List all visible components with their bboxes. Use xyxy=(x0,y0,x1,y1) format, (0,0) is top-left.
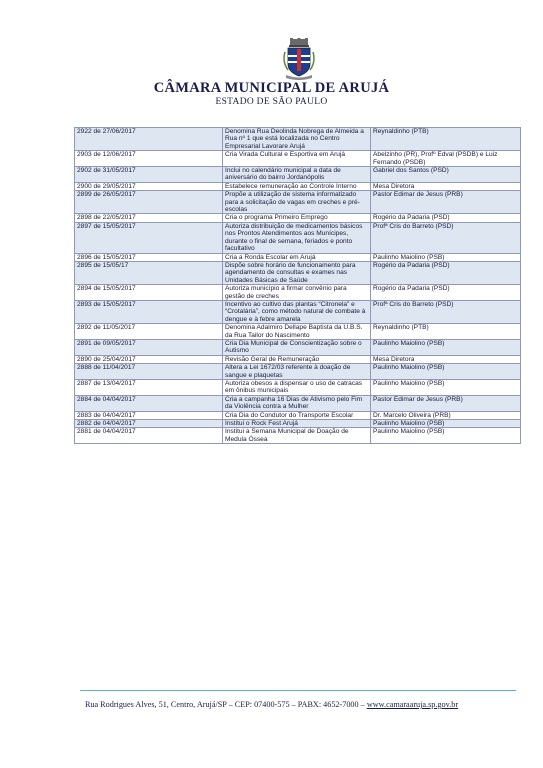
law-number-cell: 2897 de 15/05/2017 xyxy=(75,222,223,253)
law-number-cell: 2898 de 22/05/2017 xyxy=(75,214,223,222)
law-author-cell: Rogério da Padaria (PSD) xyxy=(371,261,521,284)
law-number-cell: 2896 de 15/05/2017 xyxy=(75,253,223,261)
table-row xyxy=(75,167,521,183)
law-author-cell: Paulinho Maiolino (PSB) xyxy=(371,253,521,261)
law-number-cell: 2890 de 25/04/2017 xyxy=(75,355,223,363)
law-summary-cell: Denomina Rua Deolinda Nobrega de Almeida a Rua nº 1 que está localizada no Centro Empresarial Lavorare Arujá xyxy=(223,128,371,151)
law-summary-cell: Denomina Adalmiro Dellape Baptista da U.B.S. da Rua Tailor do Nascimento xyxy=(223,324,371,340)
law-number-cell: 2887 de 13/04/2017 xyxy=(75,380,223,396)
law-number-cell: 2891 de 09/05/2017 xyxy=(75,339,223,355)
law-author-cell: Paulinho Maiolino (PSB) xyxy=(371,364,521,380)
law-author-cell: Profª Cris do Barreto (PSD) xyxy=(371,300,521,323)
law-author-cell: Reynaldinho (PTB) xyxy=(371,324,521,340)
law-number-cell: 2895 de 15/05/17 xyxy=(75,261,223,284)
table-row xyxy=(75,253,521,261)
law-summary-cell: Cria o programa Primeiro Emprego xyxy=(223,214,371,222)
law-number-cell: 2892 de 11/05/2017 xyxy=(75,324,223,340)
table-row xyxy=(75,380,521,396)
table-row xyxy=(75,128,521,151)
table-row xyxy=(75,261,521,284)
law-author-cell: Pastor Edimar de Jesus (PRB) xyxy=(371,395,521,411)
footer-address xyxy=(0,700,543,709)
footer-divider xyxy=(80,690,516,691)
table-row xyxy=(75,191,521,214)
law-author-cell: Rogério da Padaria (PSD) xyxy=(371,285,521,301)
law-author-cell: Dr. Marcelo Oliveira (PRB) xyxy=(371,411,521,419)
footer-website-link[interactable]: www.camaraaruja.sp.gov.br xyxy=(366,700,459,709)
table-row xyxy=(75,182,521,190)
law-number-cell: 2902 de 31/05/2017 xyxy=(75,167,223,183)
law-author-cell: Gabriel dos Santos (PSD) xyxy=(371,167,521,183)
table-row xyxy=(75,339,521,355)
law-author-cell: Paulinho Maiolino (PSB) xyxy=(371,339,521,355)
table-row xyxy=(75,214,521,222)
law-number-cell: 2884 de 04/04/2017 xyxy=(75,395,223,411)
table-row xyxy=(75,428,521,444)
page-title: CÂMARA MUNICIPAL DE ARUJÁ xyxy=(153,80,390,96)
law-summary-cell: Revisão Geral de Remuneração xyxy=(223,355,371,363)
law-number-cell: 2882 de 04/04/2017 xyxy=(75,420,223,428)
law-author-cell: Reynaldinho (PTB) xyxy=(371,128,521,151)
law-number-cell: 2903 de 12/06/2017 xyxy=(75,151,223,167)
table-row xyxy=(75,420,521,428)
law-summary-cell: Altera a Lei 1672/03 referente à doação de sangue e plaquetas xyxy=(223,364,371,380)
law-summary-cell: Institui a Semana Municipal de Doação de Medula Óssea xyxy=(223,428,371,444)
law-author-cell: Abelzinho (PR), Profº Edval (PSDB) e Luiz Fernando (PSDB) xyxy=(371,151,521,167)
law-summary-cell: Cria a Ronda Escolar em Arujá xyxy=(223,253,371,261)
table-row xyxy=(75,285,521,301)
law-summary-cell: Institui o Rock Fest Arujá xyxy=(223,420,371,428)
footer-address-text: Rua Rodrigues Alves, 51, Centro, Arujá/SP – CEP: 07400-575 – PABX: 4652-7000 – xyxy=(84,700,367,709)
law-number-cell: 2888 de 11/04/2017 xyxy=(75,364,223,380)
law-number-cell: 2922 de 27/06/2017 xyxy=(75,128,223,151)
table-row xyxy=(75,355,521,363)
page-subtitle: ESTADO DE SÃO PAULO xyxy=(215,97,328,107)
law-summary-cell: Propõe a utilização de sistema informatizado para a solicitação de vagas em creches e pré-escolas xyxy=(223,191,371,214)
law-author-cell: Paulinho Maiolino (PSB) xyxy=(371,420,521,428)
law-number-cell: 2900 de 29/05/2017 xyxy=(75,182,223,190)
law-author-cell: Rogério da Padaria (PSD) xyxy=(371,214,521,222)
laws-table xyxy=(74,127,521,444)
law-number-cell: 2883 de 04/04/2017 xyxy=(75,411,223,419)
law-author-cell: Pastor Edimar de Jesus (PRB) xyxy=(371,191,521,214)
law-number-cell: 2881 de 04/04/2017 xyxy=(75,428,223,444)
law-summary-cell: Cria Virada Cultural e Esportiva em Arujá xyxy=(223,151,371,167)
law-summary-cell: Cria a campanha 16 Dias de Ativismo pelo Fim da Violência contra a Mulher xyxy=(223,395,371,411)
table-row xyxy=(75,151,521,167)
law-summary-cell: Incentivo ao cultivo das plantas “Citronela” e “Crotalária”, como método natural de combate à dengue e à febre amarela xyxy=(223,300,371,323)
law-summary-cell: Estabelece remuneração ao Controle Interno xyxy=(223,182,371,190)
table-row xyxy=(75,324,521,340)
table-row xyxy=(75,411,521,419)
municipal-crest-icon xyxy=(282,38,316,80)
law-author-cell: Mesa Diretora xyxy=(371,182,521,190)
law-summary-cell: Cria Dia do Condutor do Transporte Escolar xyxy=(223,411,371,419)
law-author-cell: Mesa Diretora xyxy=(371,355,521,363)
law-number-cell: 2893 de 15/05/2017 xyxy=(75,300,223,323)
law-author-cell: Profª Cris do Barreto (PSD) xyxy=(371,222,521,253)
table-row xyxy=(75,222,521,253)
law-summary-cell: Inclui no calendário municipal a data de aniversário do bairro Jordanópolis xyxy=(223,167,371,183)
table-row xyxy=(75,364,521,380)
law-number-cell: 2894 de 15/05/2017 xyxy=(75,285,223,301)
law-author-cell: Paulinho Maiolino (PSB) xyxy=(371,428,521,444)
law-summary-cell: Autoriza obesos a dispensar o uso de catracas em ônibus municipais xyxy=(223,380,371,396)
law-author-cell: Paulinho Maiolino (PSB) xyxy=(371,380,521,396)
law-summary-cell: Autoriza município a firmar convênio para gestão de creches xyxy=(223,285,371,301)
table-row xyxy=(75,395,521,411)
table-row xyxy=(75,300,521,323)
laws-table-body xyxy=(75,128,521,444)
law-number-cell: 2899 de 26/05/2017 xyxy=(75,191,223,214)
law-summary-cell: Cria Dia Municipal de Conscientização sobre o Autismo xyxy=(223,339,371,355)
law-summary-cell: Dispõe sobre horário de funcionamento para agendamento de consultas e exames nas Unidades Básicas de Saúde xyxy=(223,261,371,284)
law-summary-cell: Autoriza distribuição de medicamentos básicos nos Prontos Atendimentos aos Munícipes, durante o final de semana, feriados e ponto facultativo xyxy=(223,222,371,253)
